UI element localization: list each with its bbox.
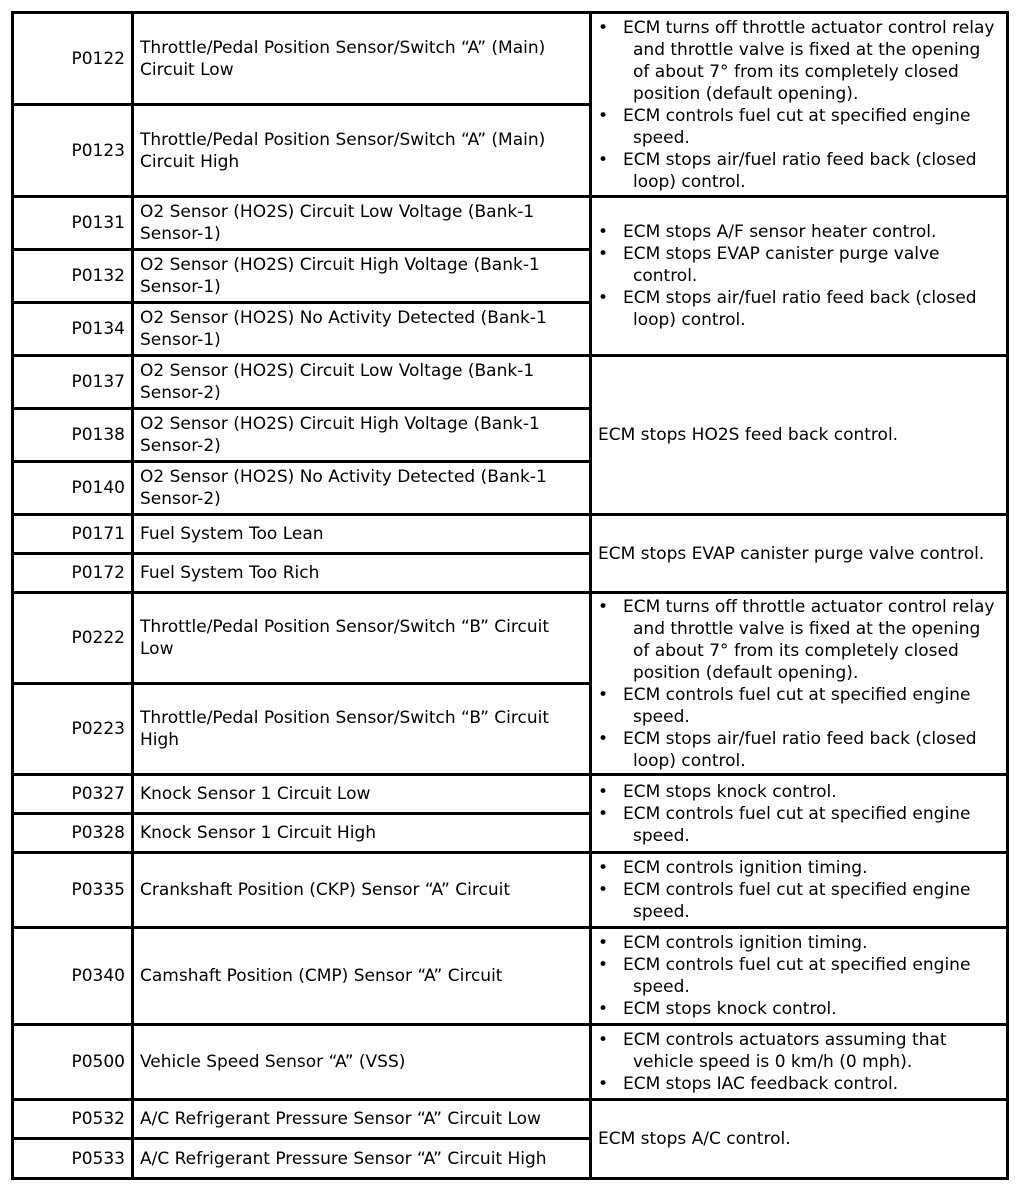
dtc-code: P0532	[13, 1100, 133, 1139]
dtc-code: P0222	[13, 593, 133, 684]
dtc-code: P0500	[13, 1025, 133, 1100]
dtc-description: Fuel System Too Rich	[133, 554, 591, 593]
fail-safe-action: ECM stops A/C control.	[591, 1100, 1008, 1179]
list-item: • ECM controls fuel cut at specified engine speed.	[598, 803, 971, 846]
action-list	[598, 596, 1000, 772]
list-item: • ECM controls fuel cut at specified engine speed.	[598, 684, 971, 727]
list-item: • ECM controls fuel cut at specified engine speed.	[598, 955, 971, 997]
dtc-description: A/C Refrigerant Pressure Sensor “A” Circuit Low	[133, 1100, 591, 1139]
list-item: • ECM stops IAC feedback control.	[598, 1074, 899, 1094]
list-item: • ECM stops EVAP canister purge valve control.	[598, 244, 940, 286]
action-list	[598, 932, 1000, 1020]
dtc-description: O2 Sensor (HO2S) Circuit Low Voltage (Bank-1 Sensor-1)	[133, 197, 591, 250]
table-row	[13, 197, 1008, 250]
fail-safe-action: ECM stops EVAP canister purge valve control.	[591, 515, 1008, 593]
dtc-description: Throttle/Pedal Position Sensor/Switch “B” Circuit High	[133, 684, 591, 775]
fail-safe-action	[591, 853, 1008, 928]
dtc-code: P0131	[13, 197, 133, 250]
dtc-description: O2 Sensor (HO2S) Circuit Low Voltage (Bank-1 Sensor-2)	[133, 356, 591, 409]
dtc-code: P0172	[13, 554, 133, 593]
dtc-description: Throttle/Pedal Position Sensor/Switch “A” (Main) Circuit High	[133, 105, 591, 197]
fail-safe-action	[591, 1025, 1008, 1100]
list-item: • ECM controls fuel cut at specified engine speed.	[598, 105, 971, 148]
list-item: • ECM controls fuel cut at specified engine speed.	[598, 880, 971, 922]
fail-safe-action	[591, 775, 1008, 853]
dtc-description: Throttle/Pedal Position Sensor/Switch “B” Circuit Low	[133, 593, 591, 684]
list-item: • ECM turns off throttle actuator control relay and throttle valve is fixed at the opening of about 7° from its completely closed position (default opening).	[598, 17, 995, 104]
list-item: • ECM stops air/fuel ratio feed back (closed loop) control.	[598, 288, 977, 330]
dtc-description: Knock Sensor 1 Circuit High	[133, 814, 591, 853]
dtc-description: Knock Sensor 1 Circuit Low	[133, 775, 591, 814]
dtc-description: O2 Sensor (HO2S) Circuit High Voltage (Bank-1 Sensor-1)	[133, 250, 591, 303]
dtc-code: P0327	[13, 775, 133, 814]
table-row	[13, 356, 1008, 409]
list-item: • ECM stops knock control.	[598, 781, 837, 802]
list-item: • ECM controls actuators assuming that vehicle speed is 0 km/h (0 mph).	[598, 1030, 947, 1072]
dtc-description: Vehicle Speed Sensor “A” (VSS)	[133, 1025, 591, 1100]
fail-safe-action	[591, 13, 1008, 197]
dtc-code: P0171	[13, 515, 133, 554]
fail-safe-action: ECM stops HO2S feed back control.	[591, 356, 1008, 515]
dtc-code: P0137	[13, 356, 133, 409]
dtc-description: O2 Sensor (HO2S) No Activity Detected (Bank-1 Sensor-2)	[133, 462, 591, 515]
table-row	[13, 1025, 1008, 1100]
dtc-description: Crankshaft Position (CKP) Sensor “A” Circuit	[133, 853, 591, 928]
dtc-code: P0132	[13, 250, 133, 303]
dtc-code: P0328	[13, 814, 133, 853]
dtc-code: P0122	[13, 13, 133, 105]
table-row	[13, 1100, 1008, 1139]
list-item: • ECM turns off throttle actuator control relay and throttle valve is fixed at the opening of about 7° from its completely closed position (default opening).	[598, 596, 995, 683]
dtc-description: O2 Sensor (HO2S) Circuit High Voltage (Bank-1 Sensor-2)	[133, 409, 591, 462]
table-row	[13, 13, 1008, 105]
dtc-fail-safe-table	[11, 11, 1009, 1180]
dtc-code: P0134	[13, 303, 133, 356]
dtc-description: Camshaft Position (CMP) Sensor “A” Circuit	[133, 928, 591, 1025]
list-item: • ECM stops air/fuel ratio feed back (closed loop) control.	[598, 728, 977, 771]
dtc-code: P0138	[13, 409, 133, 462]
list-item: • ECM stops knock control.	[598, 999, 837, 1019]
table-row	[13, 928, 1008, 1025]
list-item: • ECM controls ignition timing.	[598, 933, 868, 953]
list-item: • ECM stops A/F sensor heater control.	[598, 222, 937, 242]
dtc-code: P0533	[13, 1139, 133, 1179]
table-row	[13, 853, 1008, 928]
fail-safe-action	[591, 928, 1008, 1025]
action-list	[598, 1029, 1000, 1095]
table-row	[13, 515, 1008, 554]
dtc-description: Throttle/Pedal Position Sensor/Switch “A” (Main) Circuit Low	[133, 13, 591, 105]
list-item: • ECM controls ignition timing.	[598, 858, 868, 878]
fail-safe-action	[591, 593, 1008, 775]
action-list	[598, 781, 1000, 847]
dtc-description: Fuel System Too Lean	[133, 515, 591, 554]
list-item: • ECM stops air/fuel ratio feed back (closed loop) control.	[598, 149, 977, 192]
table-row	[13, 593, 1008, 684]
dtc-description: A/C Refrigerant Pressure Sensor “A” Circuit High	[133, 1139, 591, 1179]
fail-safe-action	[591, 197, 1008, 356]
dtc-description: O2 Sensor (HO2S) No Activity Detected (Bank-1 Sensor-1)	[133, 303, 591, 356]
dtc-code: P0340	[13, 928, 133, 1025]
action-list	[598, 857, 1000, 923]
dtc-code: P0223	[13, 684, 133, 775]
action-list	[598, 17, 1000, 193]
table-row	[13, 775, 1008, 814]
dtc-code: P0335	[13, 853, 133, 928]
dtc-code: P0123	[13, 105, 133, 197]
dtc-code: P0140	[13, 462, 133, 515]
action-list	[598, 221, 1000, 331]
